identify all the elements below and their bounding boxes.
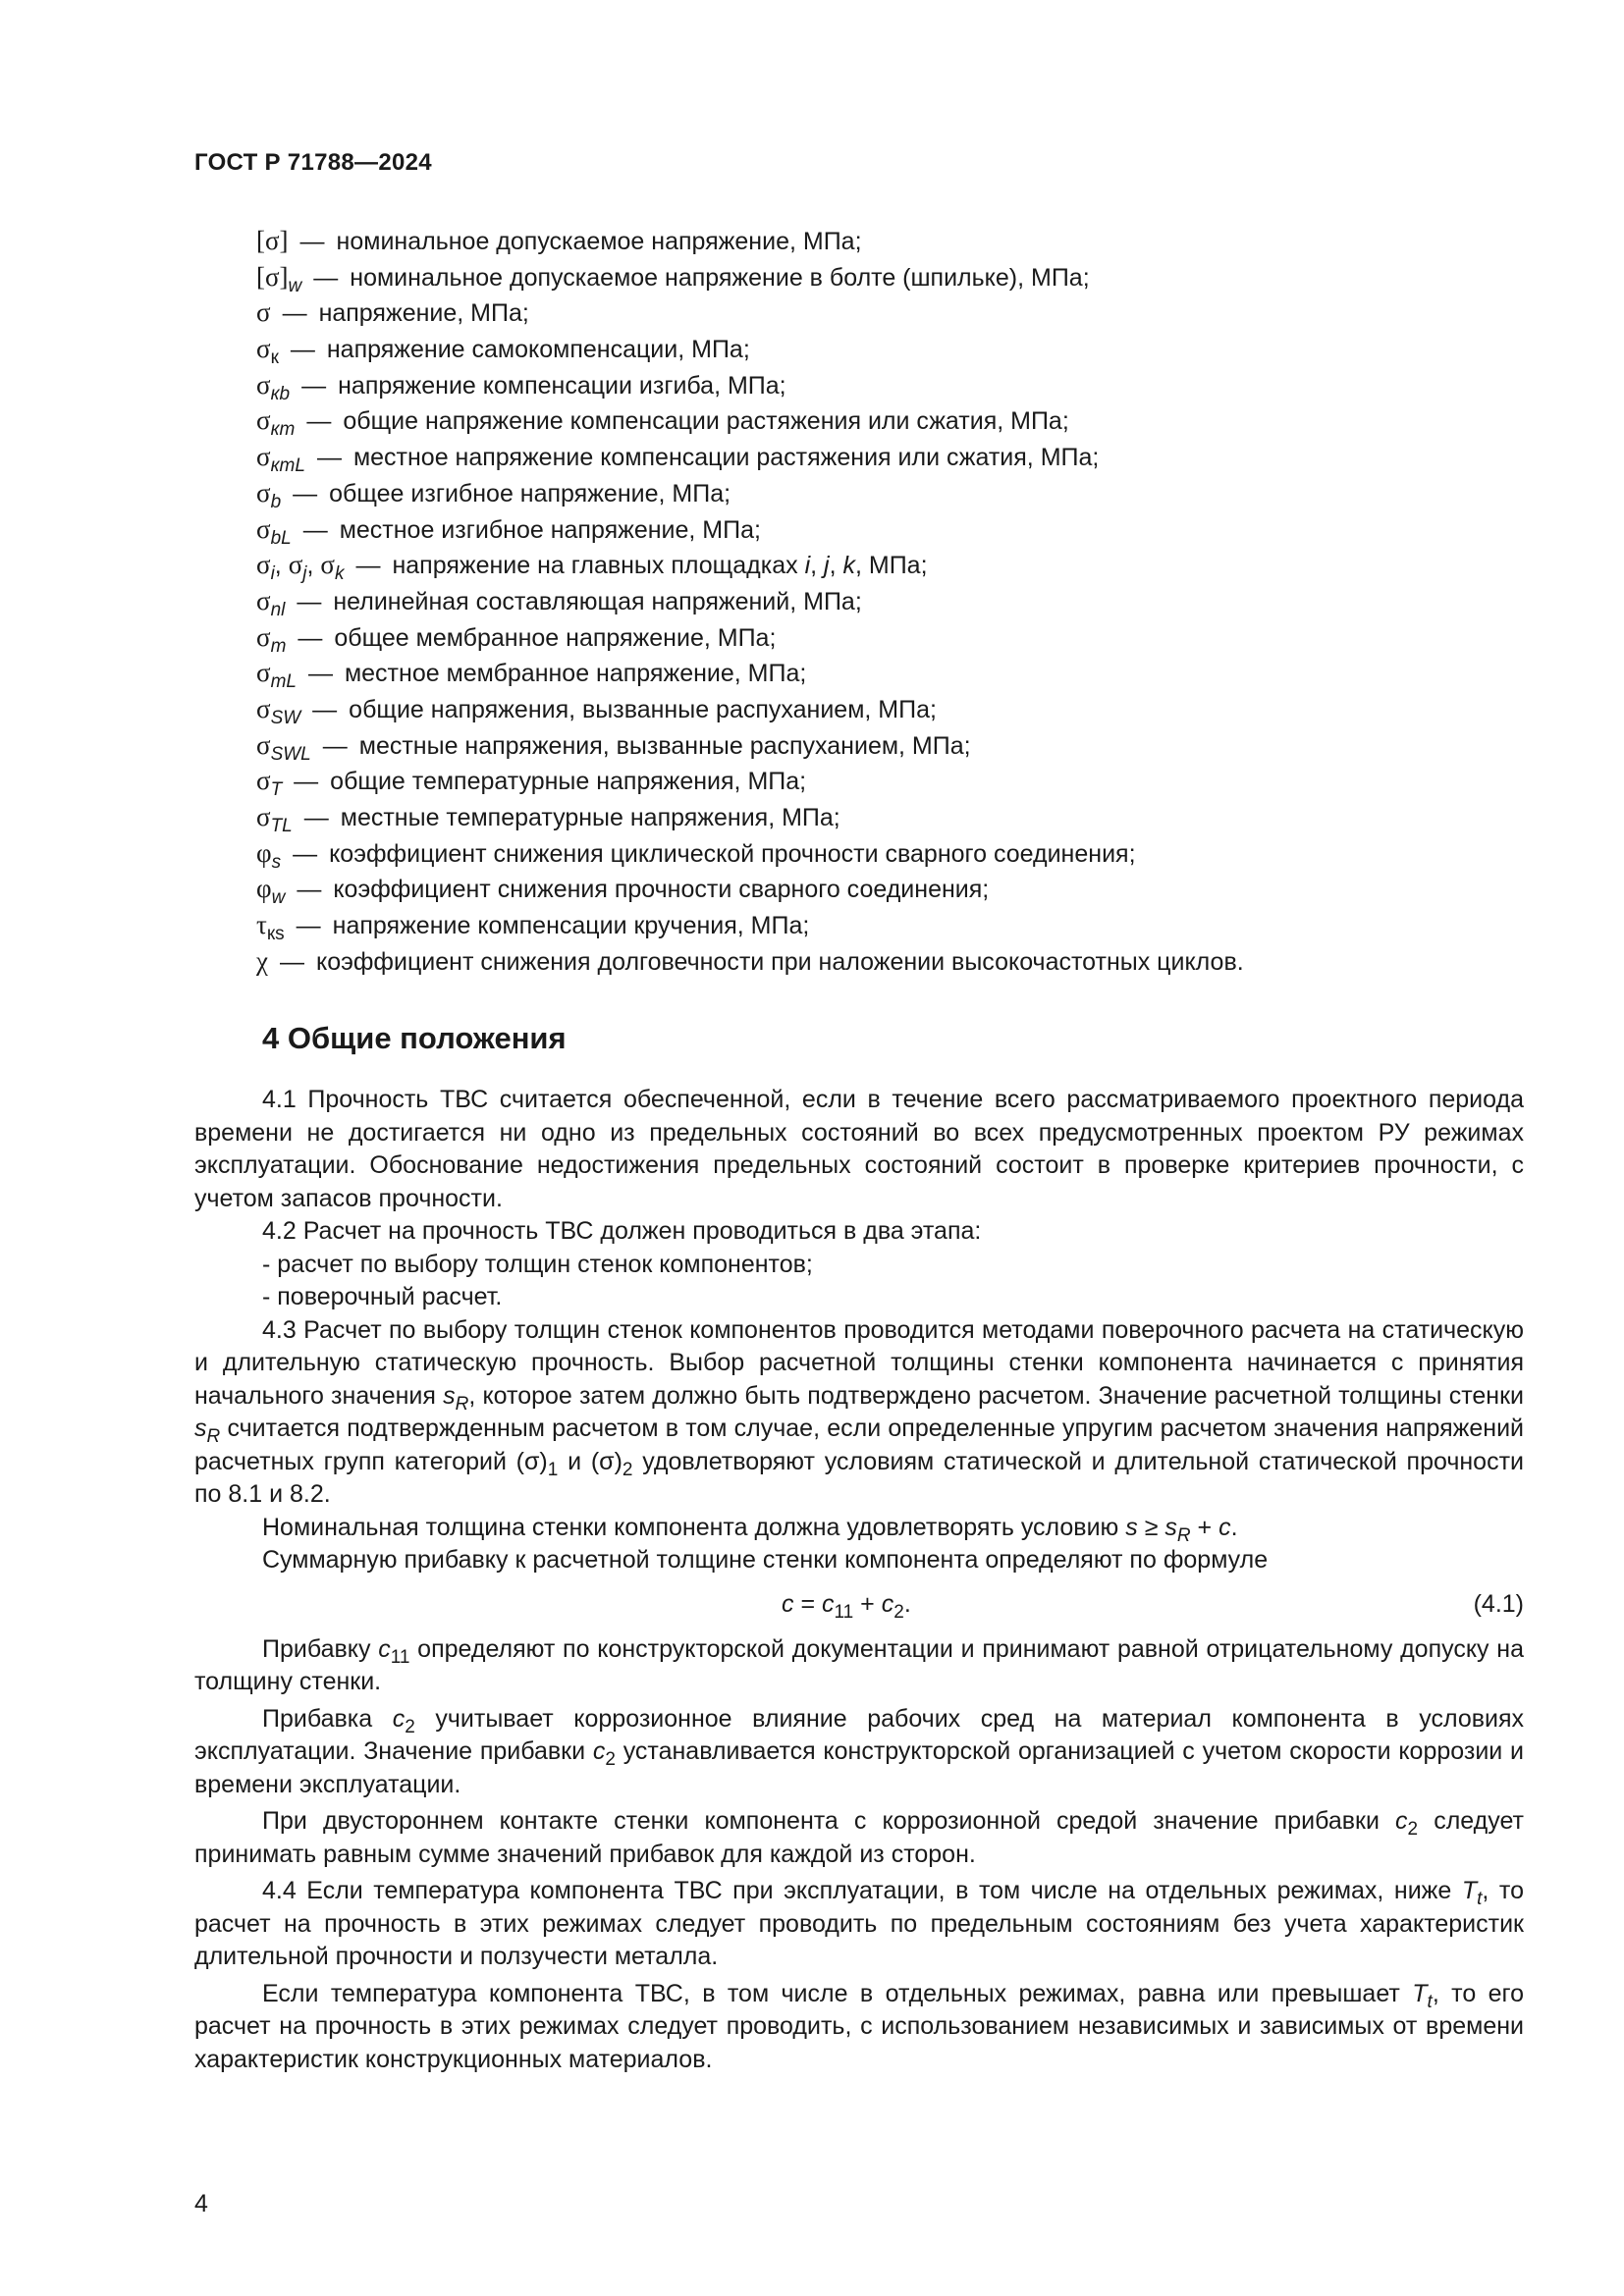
- em-dash: —: [322, 731, 348, 760]
- symbol-row: [256, 835, 1533, 872]
- symbol-row: [256, 439, 1533, 475]
- formula-4-1: [194, 1583, 1524, 1626]
- symbol-description: общие напряжение компенсации растяжения или сжатия, МПа;: [343, 407, 1069, 436]
- paragraph-4-2: 4.2 Расчет на прочность ТВС должен проводиться в два этапа:: [262, 1217, 982, 1245]
- symbol-row: [256, 402, 1533, 439]
- symbol-row: [256, 547, 1533, 583]
- symbol-term: [σ]: [256, 226, 289, 255]
- symbol-description: общие температурные напряжения, МПа;: [330, 768, 807, 796]
- section-title: 4 Общие положения: [262, 1021, 567, 1055]
- symbol-row: [256, 475, 1533, 511]
- formula-expression: $c = c_{11} + c_2$.: [782, 1589, 911, 1623]
- em-dash: —: [290, 336, 315, 364]
- symbol-description: коэффициент снижения циклической прочности сварного соединения;: [329, 839, 1136, 868]
- paragraph-c2: Прибавка $c_2$ учитывает коррозионное влияние рабочих сред на материал компонента в условиях эксплуатации. Значение прибавки $c_2$ устанавливается конструкторской организацией с учетом скорости коррозии и времени эксплуатации.: [194, 1704, 1525, 1798]
- symbol-description: общие напряжения, вызванные распуханием, МПа;: [349, 695, 937, 723]
- symbol-row: [256, 799, 1533, 835]
- em-dash: —: [299, 228, 325, 255]
- symbol-term: $\varphi_s$: [256, 837, 282, 873]
- symbol-description: напряжение на главных площадках i, j, k, МПа;: [392, 552, 928, 580]
- symbol-row: [256, 511, 1533, 548]
- document-header: ГОСТ Р 71788—2024: [194, 149, 432, 176]
- symbol-description: общее мембранное напряжение, МПа;: [334, 623, 777, 652]
- symbol-term: $\sigma_{кmL}$: [256, 442, 305, 477]
- list-item: - расчет по выбору толщин стенок компонентов;: [262, 1250, 813, 1278]
- section-body: [194, 1084, 1524, 2076]
- paragraph-4-3: 4.3 Расчет по выбору толщин стенок компонентов проводится методами поверочного расчета на статическую и длительную статическую прочность. Выбор расчетной толщины стенки компонента начинается с принятия начального значения $s_R$, которое затем должно быть подтверждено расчетом. Значение расчетной толщины стенки $s_R$ считается подтвержденным расчетом в том случае, если определенные упругим расчетом значения напряжений расчетных групп категорий $(\sigma)_1$ и $(\sigma)_2$ удовлетворяют условиям статической и длительной статической прочности по 8.1 и 8.2.: [194, 1315, 1524, 1508]
- symbol-description: местные напряжения, вызванные распуханием, МПа;: [358, 731, 971, 760]
- paragraph-4-1: 4.1 Прочность ТВС считается обеспеченной, если в течение всего рассматриваемого проектного периода времени не достигается ни одно из предельных состояний во всех предусмотренных проектом РУ режимах эксплуатации. Обоснование недостижения предельных состояний состоит в проверке критериев прочности, с учетом запасов прочности.: [194, 1086, 1524, 1212]
- symbol-term: χ: [256, 945, 268, 976]
- symbol-term: $\sigma_b$: [256, 477, 282, 512]
- em-dash: —: [293, 839, 318, 868]
- symbol-row: [256, 763, 1533, 799]
- symbol-term: $\sigma_{mL}$: [256, 658, 297, 693]
- symbol-term: σ: [256, 297, 271, 328]
- em-dash: —: [296, 912, 321, 940]
- symbol-description: номинальное допускаемое напряжение в болте (шпильке), МПа;: [350, 263, 1090, 292]
- formula-number: (4.1): [1473, 1589, 1524, 1618]
- em-dash: —: [294, 768, 319, 796]
- paragraph-c11: Прибавку $c_{11}$ определяют по конструкторской документации и принимают равной отрицательному допуску на толщину стенки.: [194, 1634, 1524, 1695]
- symbol-row: [256, 223, 1533, 259]
- symbol-description: местное напряжение компенсации растяжения или сжатия, МПа;: [352, 444, 1100, 472]
- symbol-row: [256, 619, 1533, 656]
- page-number: 4: [194, 2190, 208, 2217]
- symbol-row: [256, 583, 1533, 619]
- paragraph-4-3-nominal: Номинальная толщина стенки компонента должна удовлетворять условию $s \ge s_R + c$.: [262, 1513, 1238, 1546]
- symbol-term: $\sigma_{кb}$: [256, 369, 291, 404]
- symbol-term: $\sigma_m$: [256, 621, 287, 657]
- paragraph-c2-double: При двустороннем контакте стенки компонента с коррозионной средой значение прибавки $c_2$ следует принимать равным сумме значений прибавок для каждой из сторон.: [194, 1807, 1524, 1868]
- paragraph-4-4: 4.4 Если температура компонента ТВС при эксплуатации, в том числе на отдельных режимах, ниже $T_t$, то расчет на прочность в этих режимах следует проводить по предельным состояниям без учета характеристик длительной прочности и ползучести металла.: [194, 1877, 1524, 1970]
- symbol-description: напряжение компенсации кручения, МПа;: [332, 912, 810, 940]
- em-dash: —: [302, 515, 328, 544]
- symbol-term: $\sigma_i$, $\sigma_j$, $\sigma_k$: [256, 550, 345, 585]
- paragraph-4-4-high-temp: Если температура компонента ТВС, в том числе в отдельных режимах, равна или превышает $T_t$, то его расчет на прочность в этих режимах следует проводить, с использованием независимых и зависимых от времени характеристик конструкционных материалов.: [194, 1979, 1525, 2073]
- symbol-row: [256, 655, 1533, 691]
- symbol-description: напряжение компенсации изгиба, МПа;: [338, 371, 786, 400]
- symbol-term: $\tau_{кs}$: [256, 910, 285, 945]
- symbol-description: нелинейная составляющая напряжений, МПа;: [333, 587, 862, 615]
- symbol-row: [256, 907, 1533, 943]
- em-dash: —: [316, 444, 342, 472]
- symbol-term: $\sigma_к$: [256, 334, 279, 369]
- symbol-term: $\sigma_{SWL}$: [256, 729, 311, 765]
- symbol-term: $\sigma_{bL}$: [256, 513, 292, 549]
- em-dash: —: [282, 299, 307, 328]
- symbol-term: $\sigma_{кm}$: [256, 405, 296, 441]
- symbol-row: [256, 691, 1533, 727]
- symbol-description: местное изгибное напряжение, МПа;: [339, 515, 761, 544]
- symbol-row: [256, 331, 1533, 367]
- symbol-description: местное мембранное напряжение, МПа;: [344, 660, 807, 688]
- symbol-term: $[\sigma]_w$: [256, 261, 302, 296]
- paragraph-4-3-sum: Суммарную прибавку к расчетной толщине стенки компонента определяют по формуле: [262, 1546, 1269, 1574]
- em-dash: —: [293, 479, 318, 507]
- em-dash: —: [313, 263, 339, 292]
- em-dash: —: [303, 804, 329, 831]
- em-dash: —: [355, 552, 381, 580]
- em-dash: —: [279, 947, 304, 976]
- symbol-description: номинальное допускаемое напряжение, МПа;: [336, 228, 862, 255]
- list-item: - поверочный расчет.: [262, 1283, 503, 1310]
- em-dash: —: [297, 876, 322, 904]
- symbol-term: $\varphi_w$: [256, 874, 286, 909]
- symbol-term: $\sigma_{SW}$: [256, 693, 301, 728]
- symbol-row: [256, 259, 1533, 295]
- symbol-row: [256, 727, 1533, 764]
- symbol-row: [256, 943, 1533, 980]
- symbol-description: коэффициент снижения долговечности при наложении высокочастотных циклов.: [315, 947, 1244, 976]
- em-dash: —: [297, 587, 322, 615]
- em-dash: —: [298, 623, 323, 652]
- symbol-description: местные температурные напряжения, МПа;: [340, 804, 840, 831]
- em-dash: —: [306, 407, 332, 436]
- symbol-term: $\sigma_T$: [256, 766, 283, 801]
- em-dash: —: [312, 695, 338, 723]
- symbol-row: [256, 871, 1533, 907]
- symbol-description: общее изгибное напряжение, МПа;: [329, 479, 731, 507]
- symbol-description: коэффициент снижения прочности сварного соединения;: [333, 876, 990, 904]
- symbol-term: $\sigma_{nl}$: [256, 585, 286, 620]
- symbol-description: напряжение, МПа;: [318, 299, 529, 328]
- em-dash: —: [307, 660, 333, 688]
- symbol-term: $\sigma_{TL}$: [256, 802, 293, 836]
- symbols-list: [256, 223, 1533, 979]
- symbol-row: [256, 367, 1533, 403]
- symbol-row: [256, 294, 1533, 331]
- symbol-description: напряжение самокомпенсации, МПа;: [326, 336, 750, 364]
- em-dash: —: [301, 371, 327, 400]
